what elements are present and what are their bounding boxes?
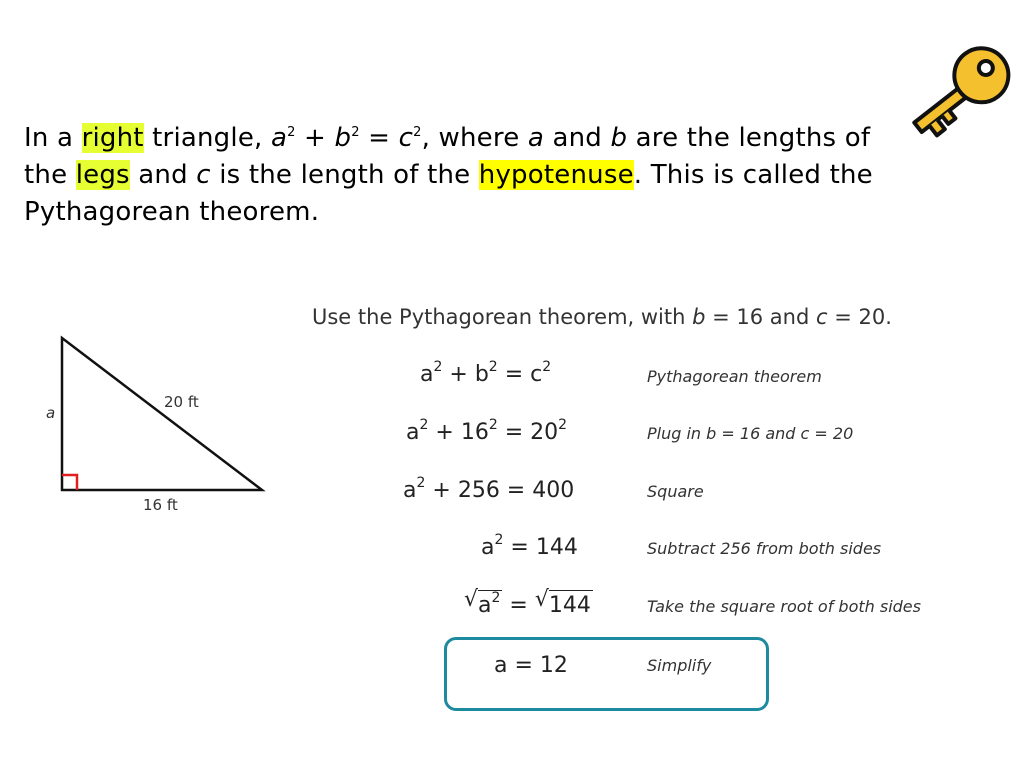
eq-part: a <box>420 362 434 387</box>
hypotenuse-label: 20 ft <box>164 393 199 411</box>
var-c: c <box>196 160 211 190</box>
var-b: b <box>692 305 706 329</box>
exponent: 2 <box>558 417 568 433</box>
exponent: 2 <box>488 359 498 375</box>
intro-text: triangle, <box>143 123 271 153</box>
exponent: 2 <box>351 125 360 140</box>
exponent: 2 <box>542 359 552 375</box>
solution-intro <box>312 305 892 329</box>
var-b: b <box>334 123 352 153</box>
var-c: c <box>398 123 414 153</box>
step-2-note: Plug in b = 16 and c = 20 <box>647 424 854 443</box>
step-5-note: Take the square root of both sides <box>647 597 921 616</box>
step-4-note: Subtract 256 from both sides <box>647 539 882 558</box>
radical-sign: √ <box>464 587 479 612</box>
intro-text: , where <box>421 123 528 153</box>
intro-text: and <box>544 123 611 153</box>
eq-part: + 16 <box>428 420 489 445</box>
eq-part: a <box>406 420 420 445</box>
intro-text: + <box>295 123 335 153</box>
exponent: 2 <box>419 417 429 433</box>
eq-part: a <box>481 535 495 560</box>
equation-step-5 <box>464 587 593 618</box>
side-a-label: a <box>46 404 56 422</box>
base-label: 16 ft <box>143 496 178 514</box>
exponent: 2 <box>413 125 422 140</box>
radical-icon <box>464 587 502 618</box>
var-a: a <box>270 123 288 153</box>
step-6-note: Simplify <box>647 656 712 675</box>
exponent: 2 <box>488 417 498 433</box>
intro-text: are the lengths of the <box>24 123 871 190</box>
solution-intro-text: = 20. <box>827 305 892 329</box>
step-1-note: Pythagorean theorem <box>647 367 822 386</box>
var-b: b <box>610 123 628 153</box>
equation-step-2 <box>406 417 568 445</box>
equation-step-3 <box>403 475 575 503</box>
exponent: 2 <box>494 532 504 548</box>
step-3-note: Square <box>647 482 704 501</box>
radical-icon <box>534 587 593 618</box>
var-c: c <box>816 305 828 329</box>
highlight-right: right <box>81 123 144 153</box>
eq-part: a <box>403 478 417 503</box>
eq-part: a = 12 <box>494 653 568 678</box>
eq-part: a <box>478 593 492 618</box>
eq-part: = c <box>497 362 543 387</box>
radicand: 144 <box>549 590 593 618</box>
exponent: 2 <box>287 125 296 140</box>
equation-step-1 <box>420 359 552 387</box>
highlight-legs: legs <box>75 160 130 190</box>
solution-intro-text: = 16 and <box>705 305 816 329</box>
intro-text: In a <box>24 123 82 153</box>
radicand <box>478 590 502 618</box>
equation-step-4 <box>481 532 578 560</box>
intro-text: and <box>129 160 197 190</box>
exponent: 2 <box>416 475 426 491</box>
intro-text: . This is called the Pythagorean theorem. <box>24 160 873 227</box>
answer-box <box>444 637 769 711</box>
eq-part: = 20 <box>497 420 559 445</box>
radical-sign: √ <box>534 587 549 612</box>
solution-intro-text: Use the Pythagorean theorem, with <box>312 305 693 329</box>
eq-part: + 256 = 400 <box>425 478 575 503</box>
exponent: 2 <box>491 590 501 606</box>
intro-text: is the length of the <box>210 160 479 190</box>
highlight-hypotenuse: hypotenuse <box>478 160 634 190</box>
eq-part: = <box>502 593 535 618</box>
intro-text: = <box>359 123 399 153</box>
eq-part: = 144 <box>503 535 578 560</box>
exponent: 2 <box>433 359 443 375</box>
eq-part: + b <box>442 362 489 387</box>
equation-step-6 <box>494 653 568 678</box>
var-a: a <box>527 123 544 153</box>
